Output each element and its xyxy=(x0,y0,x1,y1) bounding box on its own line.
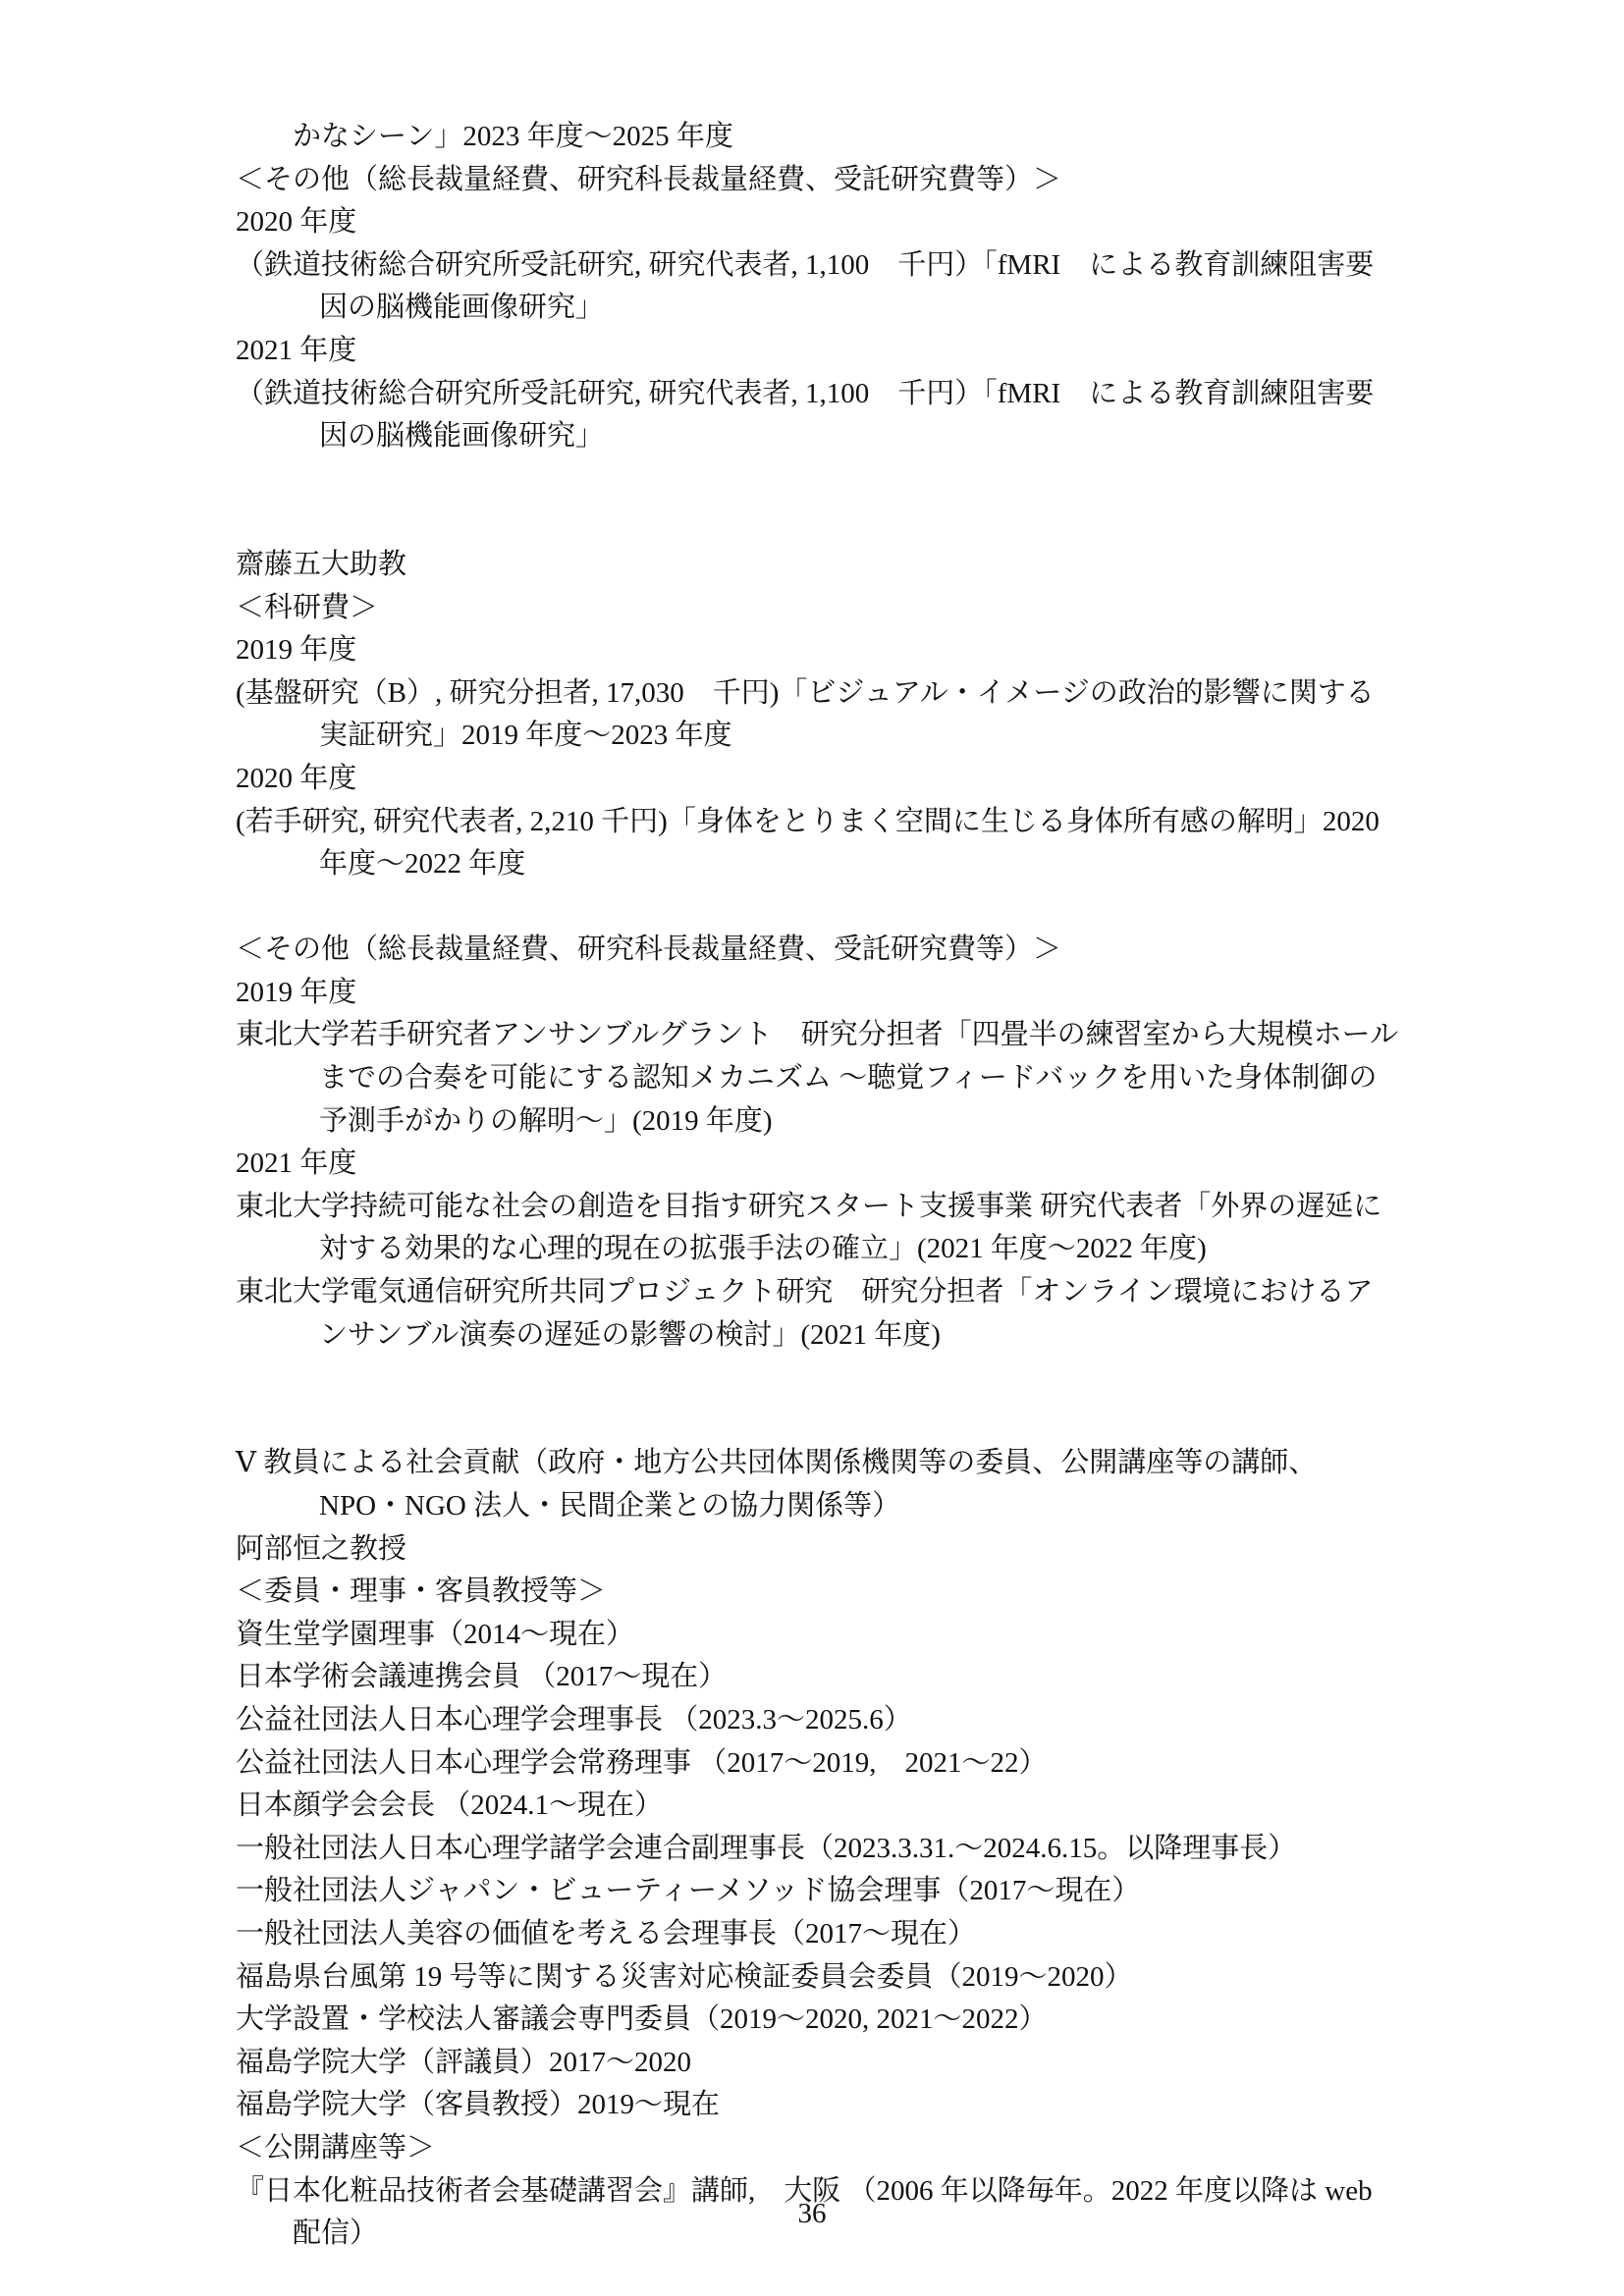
person-heading: 齋藤五大助教 xyxy=(236,548,407,580)
list-item: 一般社団法人美容の価値を考える会理事長（2017～現在） xyxy=(236,1917,977,1949)
section-heading: ＜科研費＞ xyxy=(236,591,379,623)
list-item: 公益社団法人日本心理学会常務理事 （2017～2019, 2021～22） xyxy=(236,1746,1048,1779)
year-heading: 2021 年度 xyxy=(236,334,357,366)
list-item: 福島学院大学（客員教授）2019～現在 xyxy=(236,2089,721,2121)
section-heading: ＜その他（総長裁量経費、研究科長裁量経費、受託研究費等）＞ xyxy=(236,934,1062,966)
page-number: 36 xyxy=(797,2198,827,2229)
list-item: 福島県台風第 19 号等に関する災害対応検証委員会委員（2019～2020） xyxy=(236,1960,1133,1993)
list-item: 公益社団法人日本心理学会理事長 （2023.3～2025.6） xyxy=(236,1703,912,1735)
list-item: 一般社団法人ジャパン・ビューティーメソッド協会理事（2017～現在） xyxy=(236,1875,1141,1907)
spacer xyxy=(236,886,1399,930)
section-heading: ＜公開講座等＞ xyxy=(236,2131,436,2163)
list-item: (基盤研究（B）, 研究分担者, 17,030 千円)「ビジュアル・イメージの政治的影響に関する実証研究」2019 年度～2023 年度 xyxy=(236,676,1375,752)
year-heading: 2020 年度 xyxy=(236,762,357,794)
year-heading: 2019 年度 xyxy=(236,976,357,1008)
list-item: 東北大学持続可能な社会の創造を目指す研究スタート支援事業 研究代表者「外界の遅延に対する効果的な心理的現在の拡張手法の確立」(2021 年度～2022 年度) xyxy=(236,1190,1382,1265)
list-item: 一般社団法人日本心理学諸学会連合副理事長（2023.3.31.～2024.6.15。以降理事長） xyxy=(236,1832,1297,1864)
year-heading: 2020 年度 xyxy=(236,206,357,239)
chapter-heading: Ⅴ 教員による社会貢献（政府・地方公共団体関係機関等の委員、公開講座等の講師、NPO・NGO 法人・民間企業との協力関係等） xyxy=(236,1447,1318,1522)
list-item: （鉄道技術総合研究所受託研究, 研究代表者, 1,100 千円）「fMRI による教育訓練阻害要因の脳機能画像研究」 xyxy=(236,377,1375,453)
list-item: 日本学術会議連携会員 （2017～現在） xyxy=(236,1661,728,1693)
list-item: 『日本化粧品技術者会基礎講習会』講師, 大阪 （2006 年以降毎年。2022 年度以降は web 配信） xyxy=(236,2174,1373,2250)
list-item: 資生堂学園理事（2014～現在） xyxy=(236,1618,635,1650)
list-item: 東北大学若手研究者アンサンブルグラント 研究分担者「四畳半の練習室から大規模ホールまでの合奏を可能にする認知メカニズム ～聴覚フィードバックを用いた身体制御の予測手がかりの解明～」(2019 年度) xyxy=(236,1019,1399,1137)
text-line: かなシーン」2023 年度～2025 年度 xyxy=(236,121,733,152)
person-heading: 阿部恒之教授 xyxy=(236,1532,407,1565)
spacer xyxy=(236,458,1399,544)
year-heading: 2021 年度 xyxy=(236,1148,357,1180)
section-heading: ＜その他（総長裁量経費、研究科長裁量経費、受託研究費等）＞ xyxy=(236,163,1062,195)
list-item: (若手研究, 研究代表者, 2,210 千円)「身体をとりまく空間に生じる身体所有感の解明」2020 年度～2022 年度 xyxy=(236,805,1380,881)
list-item: 大学設置・学校法人審議会専門委員（2019～2020, 2021～2022） xyxy=(236,2003,1048,2036)
list-item: 日本顔学会会長 （2024.1～現在） xyxy=(236,1789,664,1822)
section-heading: ＜委員・理事・客員教授等＞ xyxy=(236,1575,607,1608)
spacer xyxy=(236,1357,1399,1442)
document-body xyxy=(236,116,1399,2256)
list-item: 福島学院大学（評議員）2017～2020 xyxy=(236,2046,692,2078)
list-item: （鉄道技術総合研究所受託研究, 研究代表者, 1,100 千円）「fMRI による教育訓練阻害要因の脳機能画像研究」 xyxy=(236,248,1375,324)
list-item: 東北大学電気通信研究所共同プロジェクト研究 研究分担者「オンライン環境におけるアンサンブル演奏の遅延の影響の検討」(2021 年度) xyxy=(236,1276,1374,1351)
year-heading: 2019 年度 xyxy=(236,634,357,667)
